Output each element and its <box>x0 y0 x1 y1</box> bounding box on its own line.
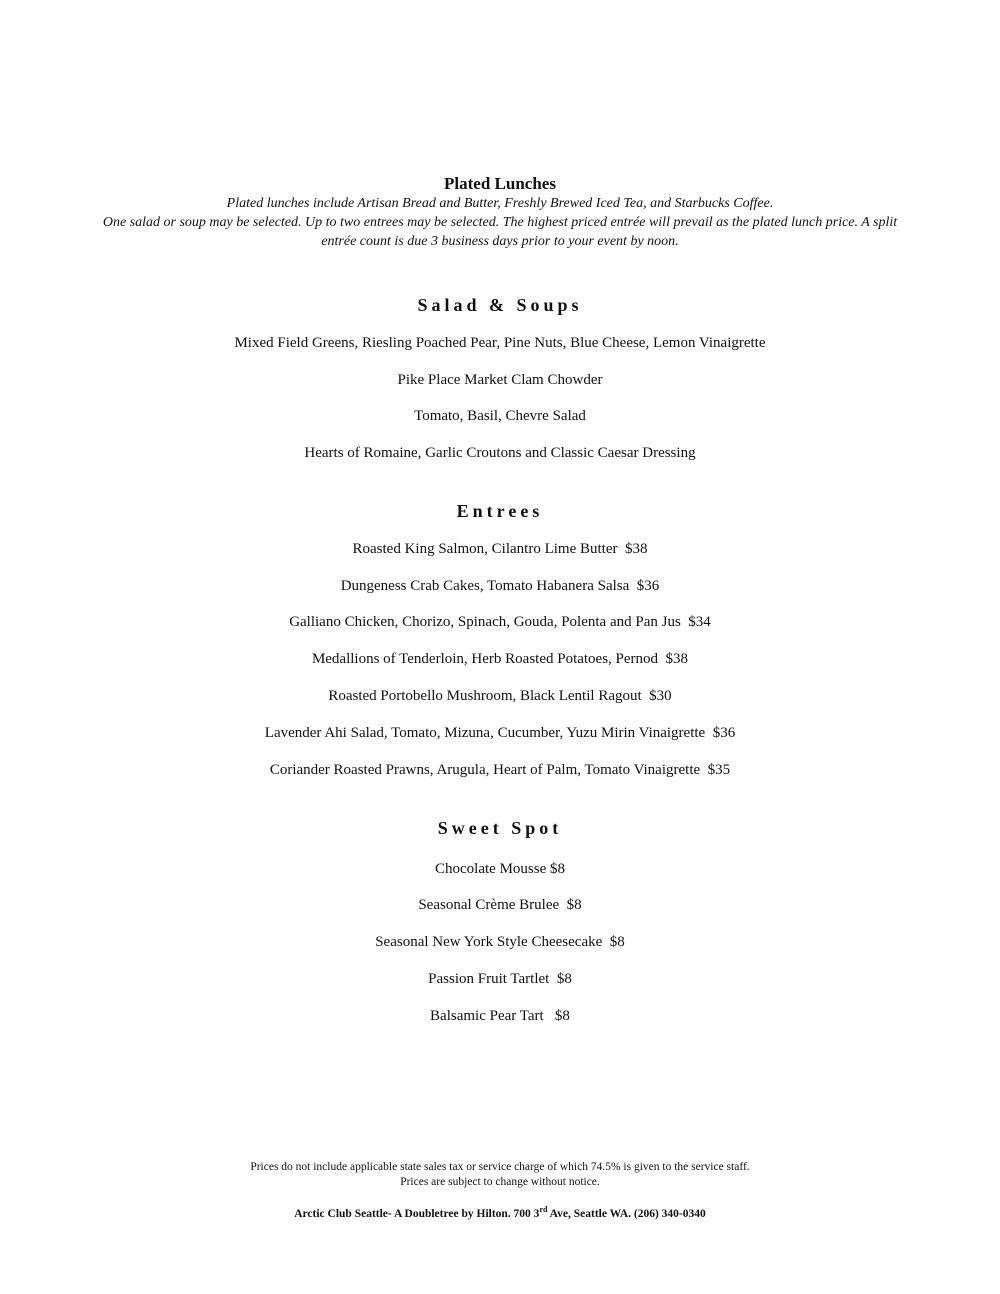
footer-ordinal-suffix: rd <box>539 1205 548 1214</box>
section-heading-entrees: Entrees <box>456 501 544 521</box>
footer-address <box>0 1205 1000 1220</box>
tax-note: Prices do not include applicable state sales tax or service charge of which 74.5% is given to the service staff. <box>250 1161 750 1173</box>
menu-item: Pike Place Market Clam Chowder <box>397 372 603 388</box>
menu-item: Mixed Field Greens, Riesling Poached Pear, Pine Nuts, Blue Cheese, Lemon Vinaigrette <box>234 335 766 351</box>
intro-line-1: Plated lunches include Artisan Bread and Butter, Freshly Brewed Iced Tea, and Starbucks Coffee. <box>226 196 774 211</box>
menu-item: Chocolate Mousse $8 <box>435 861 565 877</box>
section-heading-desserts: Sweet Spot <box>437 818 563 838</box>
price-change-note: Prices are subject to change without notice. <box>400 1176 600 1188</box>
menu-item: Roasted Portobello Mushroom, Black Lentil Ragout $30 <box>328 688 672 704</box>
menu-item: Coriander Roasted Prawns, Arugula, Heart of Palm, Tomato Vinaigrette $35 <box>269 762 731 778</box>
footer-address-rest: Ave, Seattle WA. (206) 340-0340 <box>547 1207 706 1220</box>
menu-item: Medallions of Tenderloin, Herb Roasted Potatoes, Pernod $38 <box>311 651 689 667</box>
menu-item: Tomato, Basil, Chevre Salad <box>414 408 586 424</box>
menu-item: Galliano Chicken, Chorizo, Spinach, Gouda, Polenta and Pan Jus $34 <box>289 614 711 630</box>
menu-item: Lavender Ahi Salad, Tomato, Mizuna, Cucumber, Yuzu Mirin Vinaigrette $36 <box>264 725 736 741</box>
section-heading-salads: Salad & Soups <box>417 295 583 315</box>
menu-item: Balsamic Pear Tart $8 <box>430 1008 570 1024</box>
menu-item: Hearts of Romaine, Garlic Croutons and Classic Caesar Dressing <box>304 445 696 461</box>
menu-item: Seasonal Crème Brulee $8 <box>418 897 582 913</box>
intro-line-2: One salad or soup may be selected. Up to two entrees may be selected. The highest priced entrée will prevail as the plated lunch price. A split <box>102 215 898 230</box>
footer-address-text: Arctic Club Seattle- A Doubletree by Hilton. 700 3 <box>294 1207 540 1220</box>
page-title: Plated Lunches <box>444 174 556 193</box>
intro-line-3: entrée count is due 3 business days prior to your event by noon. <box>321 234 679 249</box>
menu-item: Passion Fruit Tartlet $8 <box>428 971 572 987</box>
menu-item: Roasted King Salmon, Cilantro Lime Butter $38 <box>352 541 648 557</box>
menu-item: Seasonal New York Style Cheesecake $8 <box>375 934 625 950</box>
menu-item: Dungeness Crab Cakes, Tomato Habanera Salsa $36 <box>340 578 660 594</box>
